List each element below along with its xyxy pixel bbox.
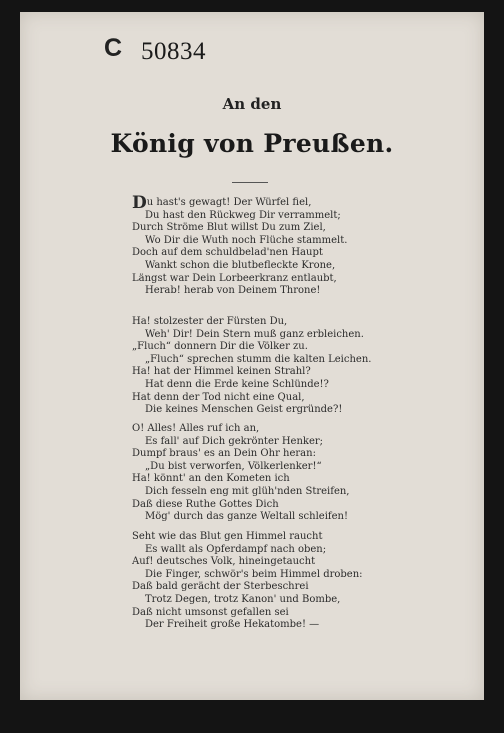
drop-initial: D	[132, 193, 147, 213]
poem-line: Ha! hat der Himmel keinen Strahl?	[132, 366, 311, 378]
poem-line: O! Alles! Alles ruf ich an,	[132, 423, 260, 434]
poem-line: „Fluch“ sprechen stumm die kalten Leichen.	[145, 353, 372, 365]
poem-line: Wo Dir die Wuth noch Flüche stammelt.	[145, 234, 348, 246]
poem-line: Es wallt als Opferdampf nach oben;	[145, 543, 327, 555]
title-divider	[232, 182, 268, 183]
poem-line: Dumpf braus' es an Dein Ohr heran:	[132, 448, 316, 460]
poem-line: Die Finger, schwör's beim Himmel droben:	[145, 568, 363, 580]
poem-line: Der Freiheit große Hekatombe! —	[145, 619, 320, 631]
poem-line: Dich fesseln eng mit glüh'nden Streifen,	[145, 486, 350, 497]
poem-line: Daß diese Ruthe Gottes Dich	[132, 498, 279, 510]
poem-line: Ha! könnt' an den Kometen ich	[132, 473, 290, 485]
poem-line: Mög' durch das ganze Weltall schleifen!	[145, 511, 348, 523]
poem-line: „Fluch“ donnern Dir die Völker zu.	[132, 341, 308, 353]
poem-line: Hat denn der Tod nicht eine Qual,	[132, 391, 305, 403]
poem-line: Die keines Menschen Geist ergründe?!	[145, 404, 343, 416]
poem-line: Doch auf dem schuldbelad'nen Haupt	[132, 247, 323, 259]
poem-line: Auf! deutsches Volk, hineingetaucht	[132, 556, 316, 568]
poem-line: Längst war Dein Lorbeerkranz entlaubt,	[132, 272, 337, 284]
poem-line: Daß bald gerächt der Sterbeschrei	[132, 581, 309, 593]
poem-line: Weh' Dir! Dein Stern muß ganz erbleichen.	[145, 328, 364, 340]
poem-title: König von Preußen.	[110, 129, 394, 158]
archive-letter: C	[104, 34, 123, 62]
poem-line: Es fall' auf Dich gekrönter Henker;	[145, 435, 324, 447]
poem-line: Daß nicht umsonst gefallen sei	[132, 606, 289, 618]
poem-line: Du hast den Rückweg Dir verrammelt;	[145, 209, 341, 221]
poem-line: Trotz Degen, trotz Kanon' und Bombe,	[145, 594, 341, 605]
poem-line: Herab! herab von Deinem Throne!	[145, 285, 321, 297]
poem-line: Durch Ströme Blut willst Du zum Ziel,	[132, 222, 326, 234]
poem-line: Ha! stolzester der Fürsten Du,	[132, 316, 288, 327]
poem-line: Seht wie das Blut gen Himmel raucht	[132, 531, 323, 542]
archive-number: 50834	[141, 38, 206, 65]
poem-line: Hat denn die Erde keine Schlünde!?	[145, 379, 329, 390]
line-rest: u hast's gewagt! Der Würfel fiel,	[146, 197, 312, 208]
poem-line: „Du bist verworfen, Völkerlenker!“	[145, 460, 322, 472]
pre-title: An den	[222, 95, 282, 113]
poem-line: Wankt schon die blutbefleckte Krone,	[145, 260, 336, 271]
poem-line	[132, 193, 312, 213]
